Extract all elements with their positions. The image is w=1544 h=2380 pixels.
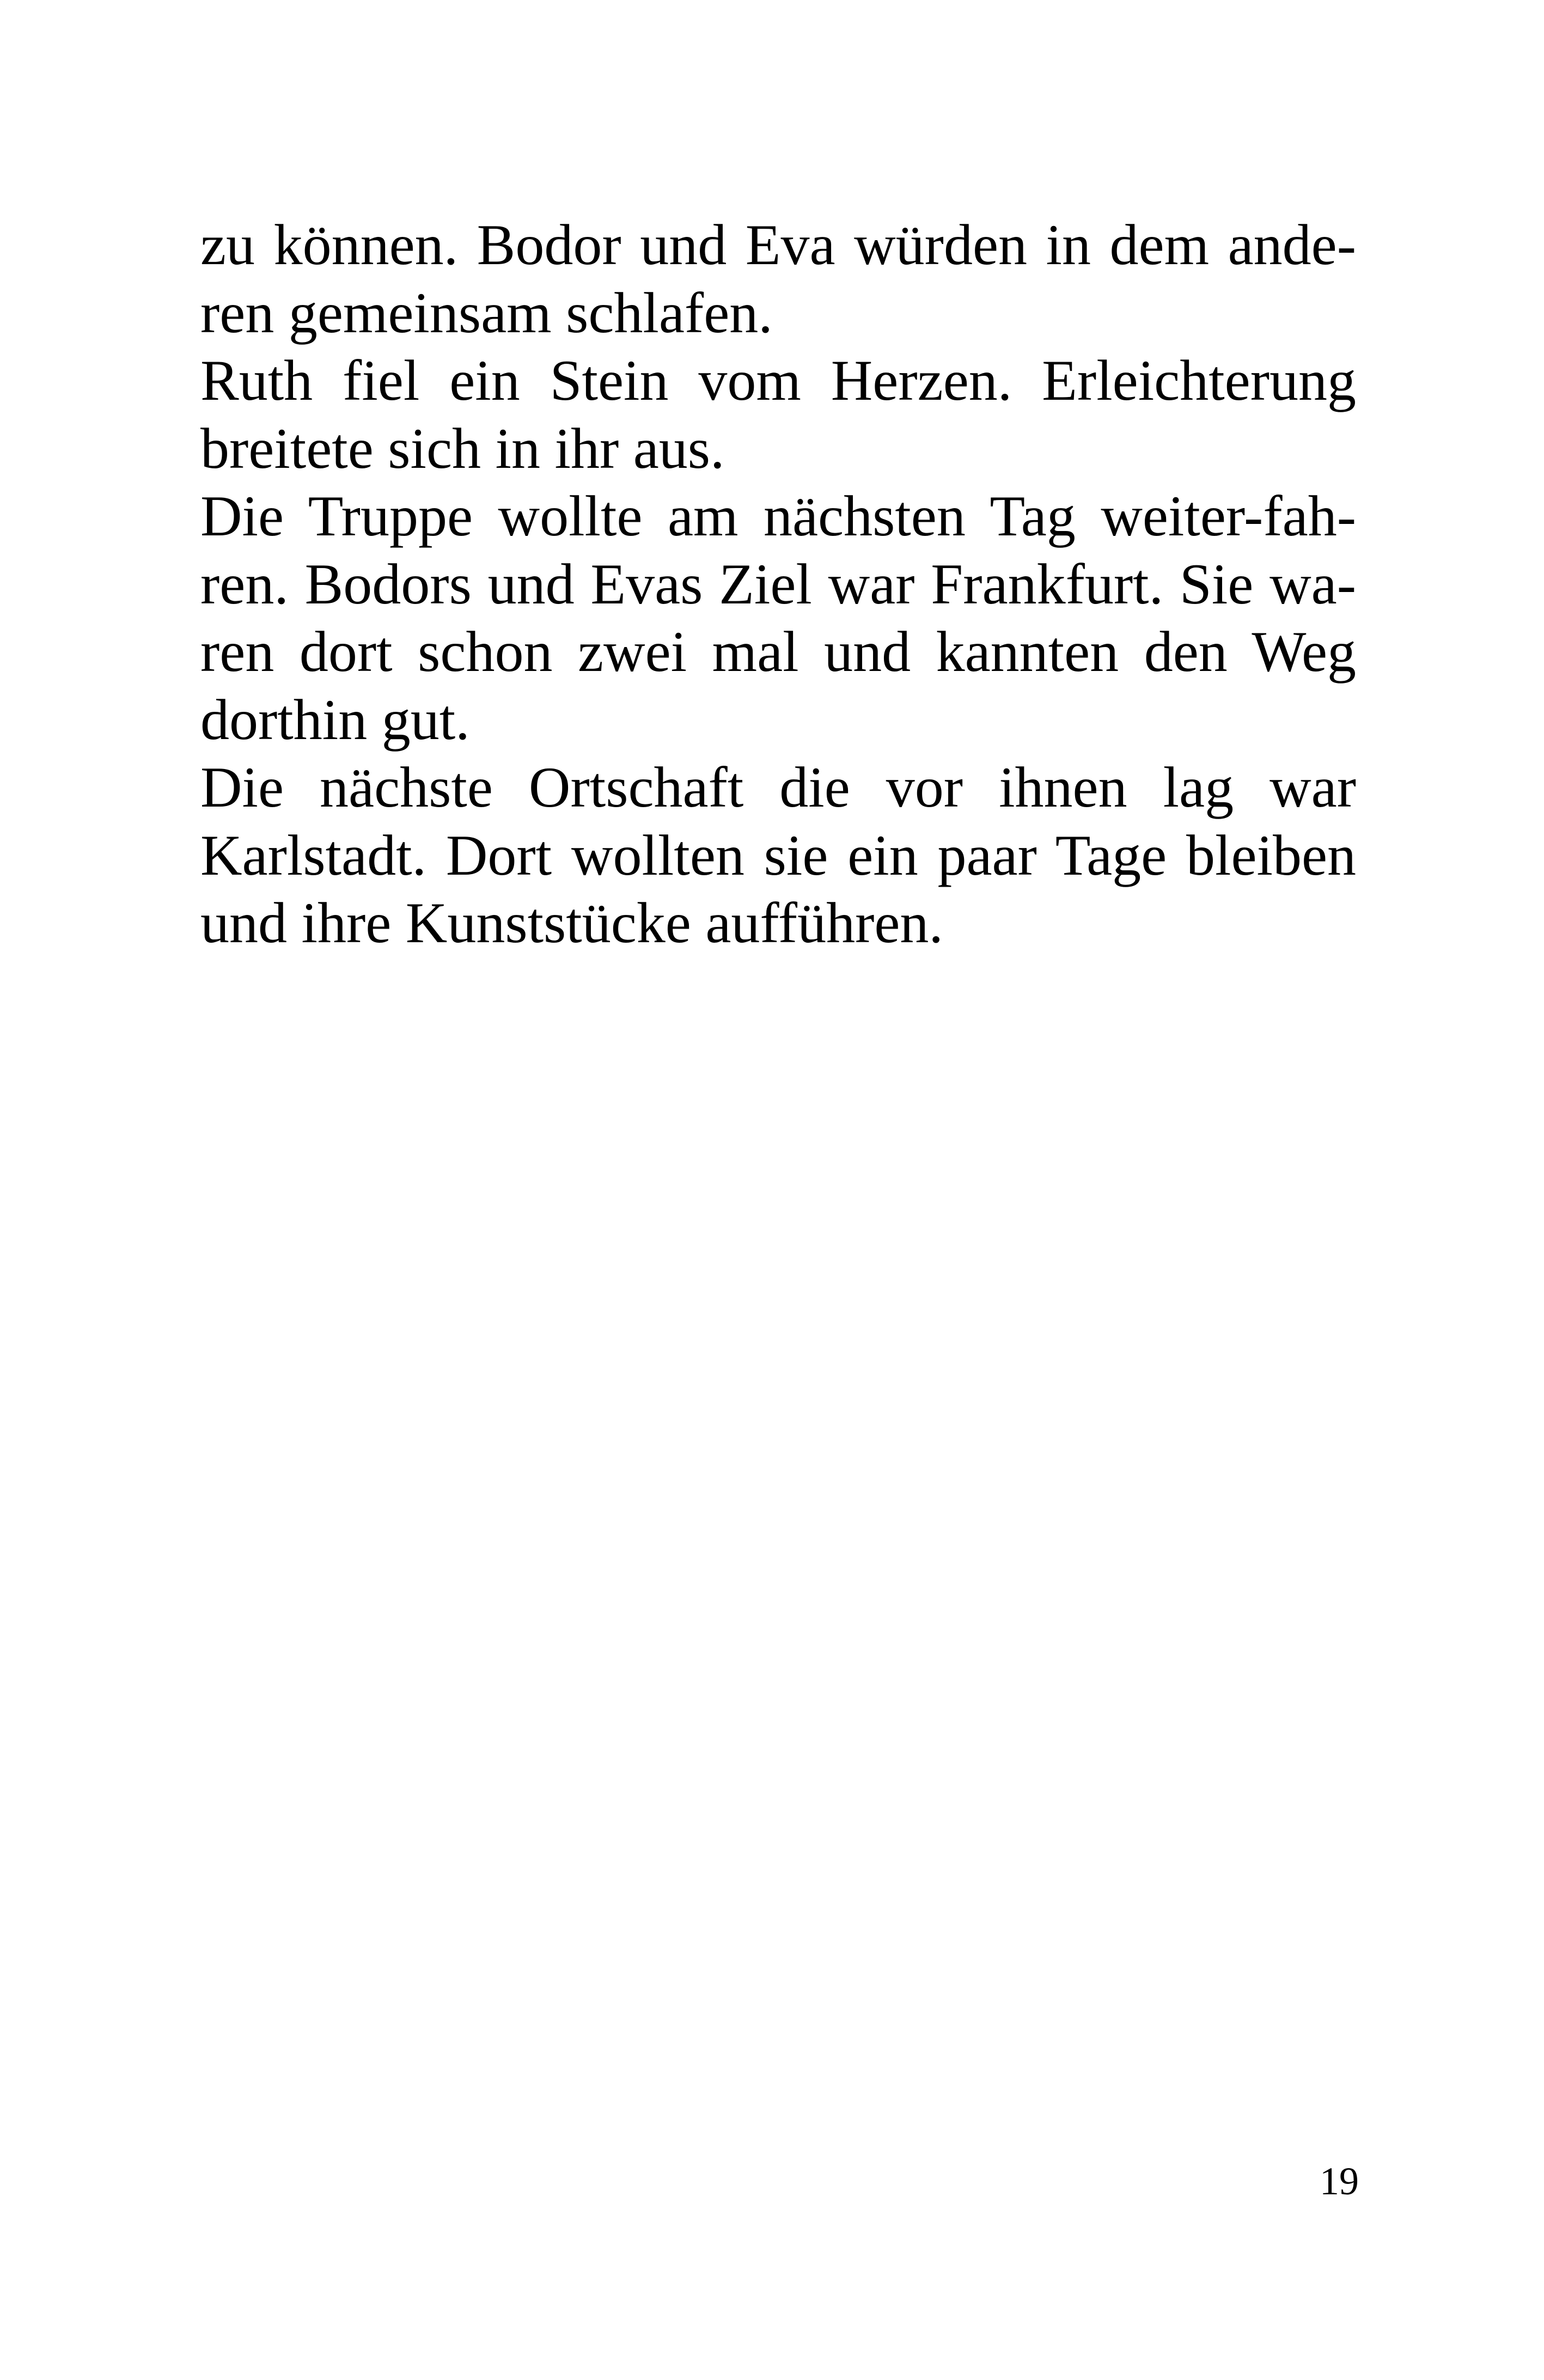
text-line: zu können. Bodor und Eva würden in dem ande- [200, 213, 1356, 277]
body-text [200, 211, 1356, 957]
text-line: Die Truppe wollte am nächsten Tag weiter-fah- [200, 484, 1356, 548]
text-line: dorthin gut. [200, 687, 470, 752]
paragraph [200, 483, 1356, 754]
text-line: und ihre Kunststücke aufführen. [200, 891, 943, 955]
text-line: Ruth fiel ein Stein vom Herzen. Erleichterung [200, 349, 1356, 412]
text-line: ren. Bodors und Evas Ziel war Frankfurt. Sie wa- [200, 552, 1356, 616]
text-line: Karlstadt. Dort wollten sie ein paar Tage bleiben [200, 823, 1356, 887]
page-number: 19 [1320, 2159, 1359, 2203]
text-line: ren dort schon zwei mal und kannten den Weg [200, 620, 1356, 684]
paragraph [200, 347, 1356, 483]
text-line: Die nächste Ortschaft die vor ihnen lag war [200, 755, 1356, 819]
text-line: ren gemeinsam schlafen. [200, 280, 773, 345]
paragraph [200, 754, 1356, 957]
text-line: breitete sich in ihr aus. [200, 416, 725, 480]
paragraph [200, 211, 1356, 347]
